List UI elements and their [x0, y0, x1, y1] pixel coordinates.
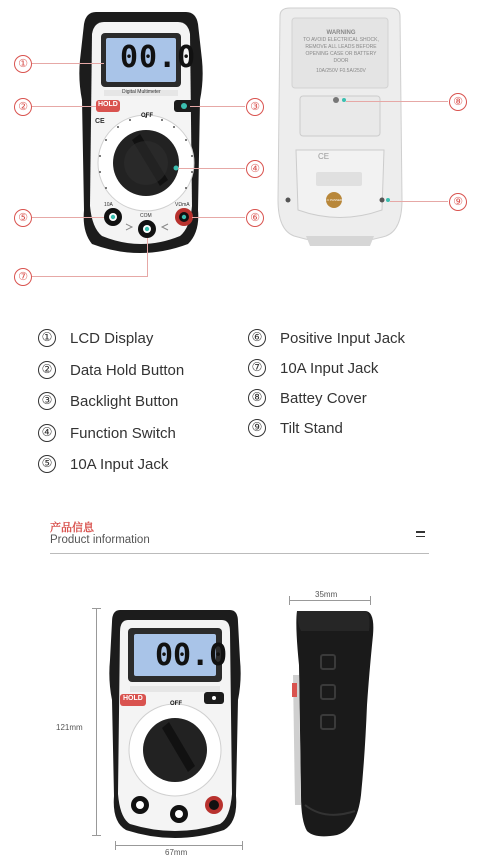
- legend-label: Tilt Stand: [280, 419, 343, 437]
- lcd-reading: 00.0: [120, 40, 197, 75]
- side-view: [285, 605, 380, 845]
- legend-num: ③: [38, 392, 56, 410]
- callout-3: ③: [246, 98, 264, 116]
- back-warning-line-2: REMOVE ALL LEADS BEFORE: [305, 44, 377, 50]
- leader-6: [192, 217, 245, 218]
- front-view: [0, 0, 260, 290]
- leader-4: [178, 168, 245, 169]
- product-info-title-en: Product information: [50, 534, 150, 546]
- back-view: [270, 0, 410, 250]
- leader-1: [32, 63, 104, 64]
- off-label-dim: OFF: [170, 701, 182, 707]
- back-fuse-text: 10A/250V F0.5A/250V: [316, 68, 366, 74]
- legend-num: ⑥: [248, 329, 266, 347]
- height-dimension-line: [96, 608, 97, 836]
- legend-num: ⑨: [248, 419, 266, 437]
- side-multimeter-illustration: [285, 605, 380, 845]
- legend-num: ⑤: [38, 455, 56, 473]
- jack-com-label: COM: [140, 213, 152, 219]
- depth-dimension-cap-left: [289, 596, 290, 605]
- depth-dimension-cap-right: [370, 596, 371, 605]
- section-divider: [50, 553, 429, 554]
- legend-num: ①: [38, 329, 56, 347]
- off-label: OFF: [141, 113, 153, 119]
- legend-num: ⑧: [248, 389, 266, 407]
- qc-sticker: Q.C PASSED: [324, 198, 343, 202]
- legend-label: Function Switch: [70, 424, 176, 442]
- callout-8: ⑧: [449, 93, 467, 111]
- legend-item-2: [38, 361, 184, 379]
- legend-label: 10A Input Jack: [70, 455, 169, 473]
- jack-vohm-label: VΩmA: [175, 202, 190, 208]
- hold-button[interactable]: HOLD: [98, 101, 118, 108]
- legend-num: ⑦: [248, 359, 266, 377]
- legend-label: Positive Input Jack: [280, 329, 406, 347]
- back-warning: [298, 30, 384, 75]
- front-multimeter-dim-illustration: [100, 600, 250, 840]
- legend-item-1: [38, 329, 153, 347]
- jack-10a-label: 10A: [104, 202, 113, 208]
- width-dimension-label: 67mm: [165, 848, 188, 857]
- legend-num: ②: [38, 361, 56, 379]
- back-warning-line-1: TO AVOID ELECTRICAL SHOCK,: [303, 37, 379, 43]
- leader-7: [32, 276, 148, 277]
- brand-strip-label: Digital Multimeter: [122, 89, 161, 95]
- legend-label: LCD Display: [70, 329, 154, 347]
- leader-8: [346, 101, 448, 102]
- back-warning-title: WARNING: [326, 30, 356, 36]
- leader-9: [390, 201, 448, 202]
- ce-mark-back: CE: [318, 152, 330, 161]
- legend-item-7: [248, 359, 378, 377]
- hold-button-dim[interactable]: HOLD: [123, 695, 143, 702]
- width-dimension-cap-right: [242, 841, 243, 850]
- callout-2: ②: [14, 98, 32, 116]
- depth-dimension-label: 35mm: [315, 590, 338, 599]
- legend-label: Data Hold Button: [70, 361, 185, 379]
- leader-2: [32, 106, 96, 107]
- callout-7: ⑦: [14, 268, 32, 286]
- legend-item-5: [38, 455, 168, 473]
- ce-mark-front: CE: [95, 118, 105, 125]
- depth-dimension-line: [289, 600, 371, 601]
- callout-4: ④: [246, 160, 264, 178]
- back-warning-line-3: OPENING CASE OR BATTERY DOOR: [305, 51, 377, 64]
- legend-num: ④: [38, 424, 56, 442]
- front-view-dimensioned: [100, 600, 250, 840]
- legend-label: 10A Input Jack: [280, 359, 379, 377]
- legend-label: Battey Cover: [280, 389, 367, 407]
- leader-7-vertical: [147, 238, 148, 276]
- legend-item-8: [248, 389, 367, 407]
- leader-3: [190, 106, 245, 107]
- legend-item-6: [248, 329, 405, 347]
- callout-5: ⑤: [14, 209, 32, 227]
- leader-5: [32, 217, 104, 218]
- legend-label: Backlight Button: [70, 392, 179, 410]
- width-dimension-line: [115, 845, 243, 846]
- height-dimension-label: 121mm: [56, 723, 83, 732]
- menu-icon: [416, 531, 425, 540]
- legend-item-9: [248, 419, 343, 437]
- width-dimension-cap-left: [115, 841, 116, 850]
- callout-9: ⑨: [449, 193, 467, 211]
- product-info-title-cn: 产品信息: [50, 522, 94, 534]
- legend-item-4: [38, 424, 176, 442]
- legend-item-3: [38, 392, 178, 410]
- callout-1: ①: [14, 55, 32, 73]
- callout-6: ⑥: [246, 209, 264, 227]
- lcd-reading-dim: 00.0: [155, 638, 228, 673]
